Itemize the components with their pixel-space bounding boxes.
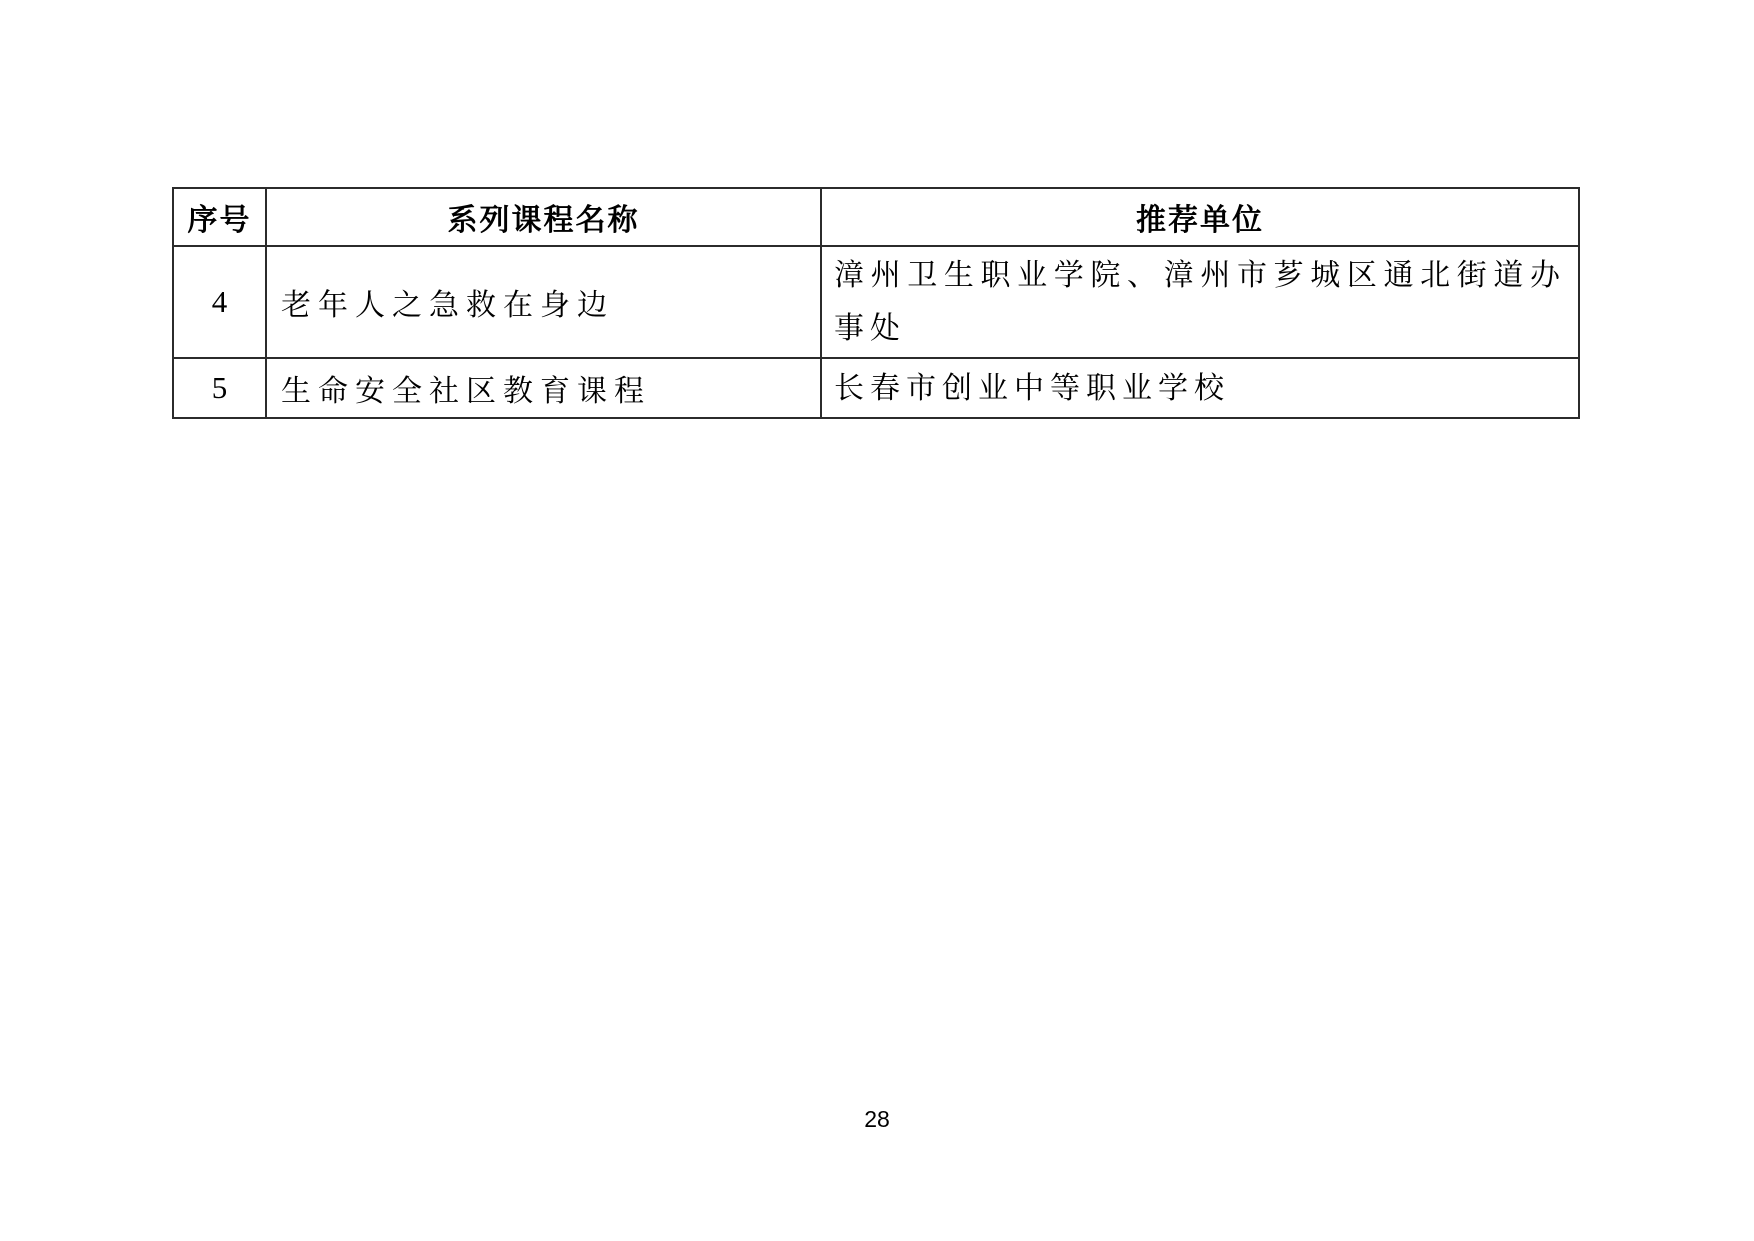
table-header-recommending-unit: 推荐单位 — [821, 188, 1579, 246]
serial-number-cell: 4 — [173, 246, 266, 358]
table-row — [173, 246, 1579, 358]
serial-number-cell: 5 — [173, 358, 266, 418]
recommending-unit-cell: 长春市创业中等职业学校 — [821, 358, 1579, 418]
recommending-unit-cell: 漳州卫生职业学院、漳州市芗城区通北街道办事处 — [821, 246, 1579, 358]
course-recommendation-table — [172, 187, 1580, 419]
course-name-cell: 生命安全社区教育课程 — [266, 358, 821, 418]
page-number: 28 — [864, 1106, 890, 1132]
table-header-course-name: 系列课程名称 — [266, 188, 821, 246]
table-row — [173, 358, 1579, 418]
course-name-cell: 老年人之急救在身边 — [266, 246, 821, 358]
table-header-row — [173, 188, 1579, 246]
table-header-serial-number: 序号 — [173, 188, 266, 246]
